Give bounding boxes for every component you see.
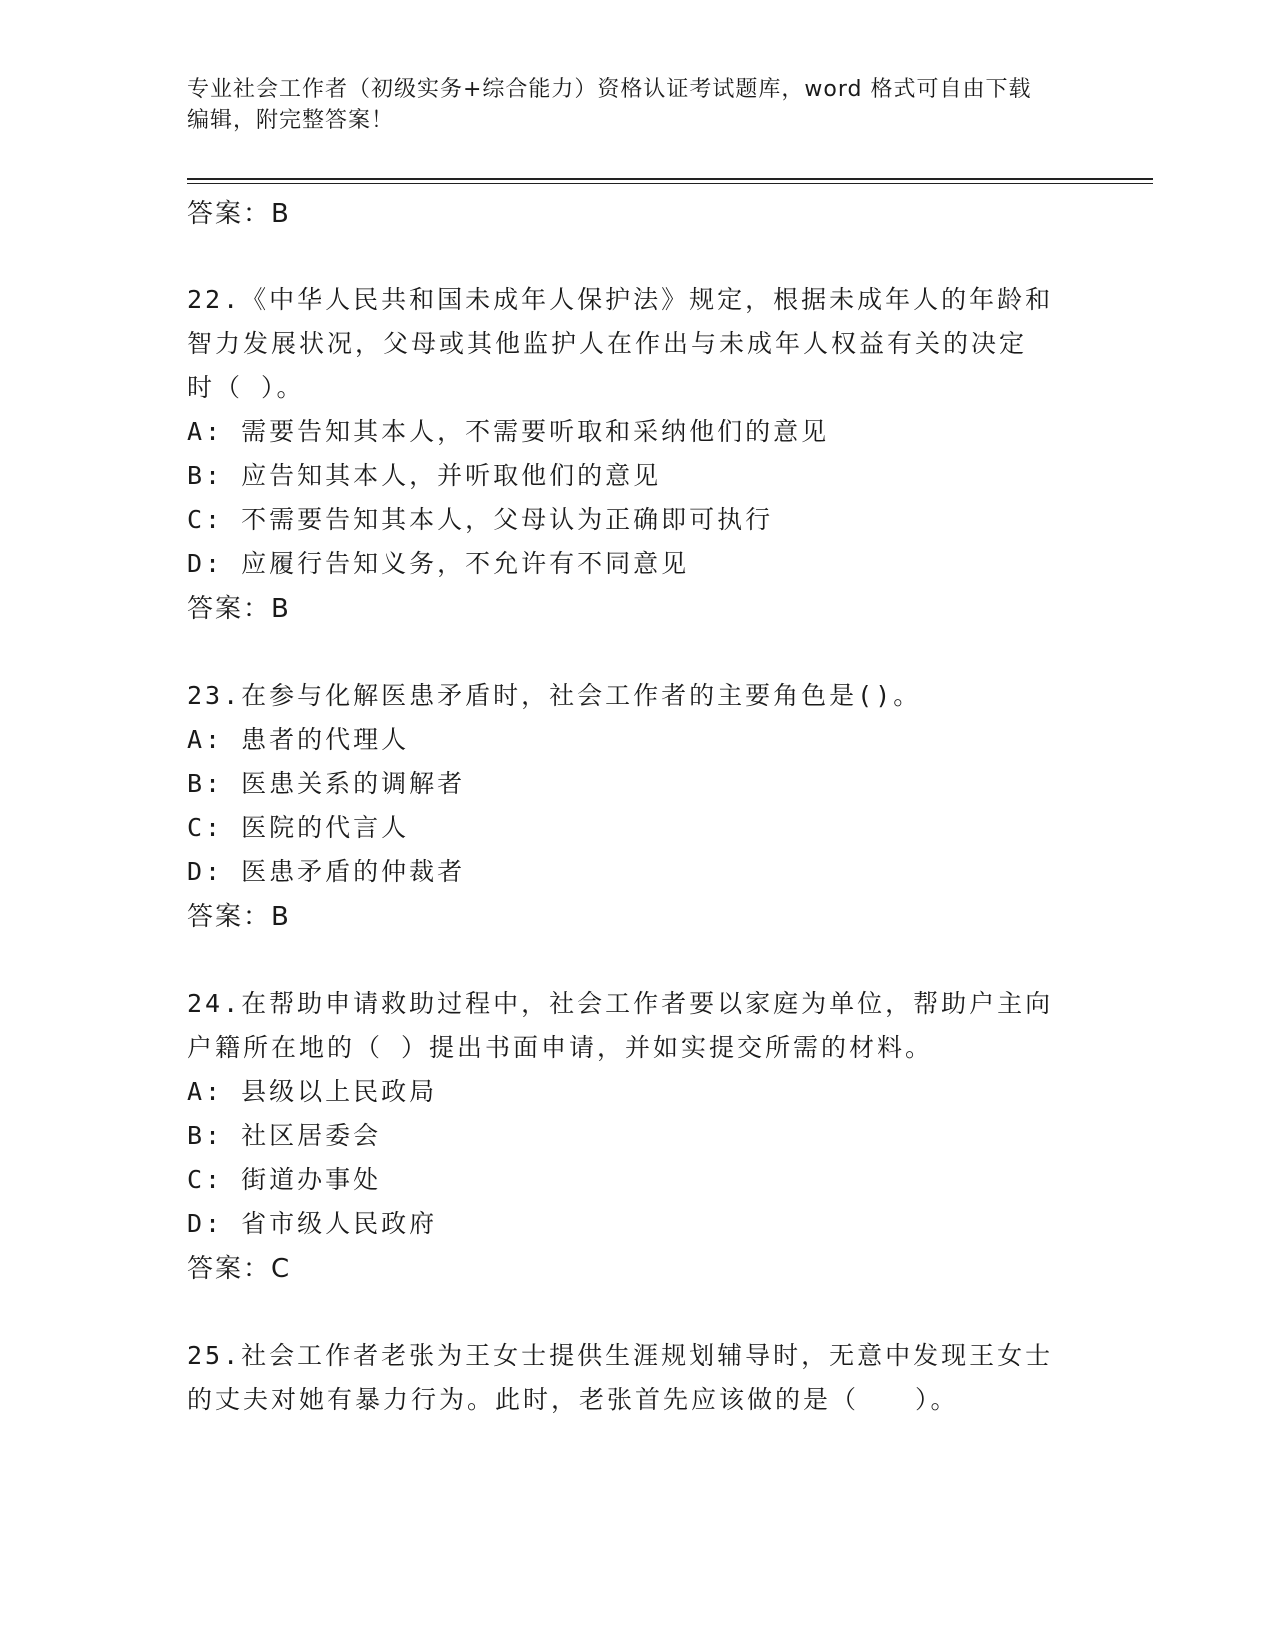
option-a: A: 需要告知其本人，不需要听取和采纳他们的意见 xyxy=(187,417,830,446)
option-b: B: 应告知其本人，并听取他们的意见 xyxy=(187,461,662,490)
answer: 答案：C xyxy=(187,1254,292,1284)
question-text: 23.在参与化解医患矛盾时，社会工作者的主要角色是()。 xyxy=(187,681,922,710)
question-text: 22.《中华人民共和国未成年人保护法》规定，根据未成年人的年龄和 xyxy=(187,285,1054,314)
option-c: C: 医院的代言人 xyxy=(187,813,410,842)
question-text: 24.在帮助申请救助过程中，社会工作者要以家庭为单位，帮助户主向 xyxy=(187,989,1054,1018)
question-text: 时（ ）。 xyxy=(187,373,305,402)
question-text: 的丈夫对她有暴力行为。此时，老张首先应该做的是（ ）。 xyxy=(187,1385,959,1414)
option-c: C: 街道办事处 xyxy=(187,1165,382,1194)
option-d: D: 省市级人民政府 xyxy=(187,1209,438,1238)
option-a: A: 患者的代理人 xyxy=(187,725,410,754)
option-b: B: 社区居委会 xyxy=(187,1121,382,1150)
previous-answer: 答案：B xyxy=(187,199,291,229)
document-header xyxy=(187,74,1087,136)
option-d: D: 医患矛盾的仲裁者 xyxy=(187,857,466,886)
question-text: 户籍所在地的（ ）提出书面申请，并如实提交所需的材料。 xyxy=(187,1033,934,1062)
option-c: C: 不需要告知其本人，父母认为正确即可执行 xyxy=(187,505,774,534)
header-divider xyxy=(187,178,1153,180)
question-text: 25.社会工作者老张为王女士提供生涯规划辅导时，无意中发现王女士 xyxy=(187,1341,1054,1370)
option-b: B: 医患关系的调解者 xyxy=(187,769,466,798)
answer: 答案：B xyxy=(187,594,291,624)
answer: 答案：B xyxy=(187,902,291,932)
header-line-1: 专业社会工作者（初级实务+综合能力）资格认证考试题库，word 格式可自由下载 xyxy=(187,77,1032,102)
question-text: 智力发展状况，父母或其他监护人在作出与未成年人权益有关的决定 xyxy=(187,329,1028,358)
option-a: A: 县级以上民政局 xyxy=(187,1077,438,1106)
option-d: D: 应履行告知义务，不允许有不同意见 xyxy=(187,549,690,578)
header-line-2: 编辑，附完整答案！ xyxy=(187,108,395,133)
header-divider-thin xyxy=(187,183,1153,184)
